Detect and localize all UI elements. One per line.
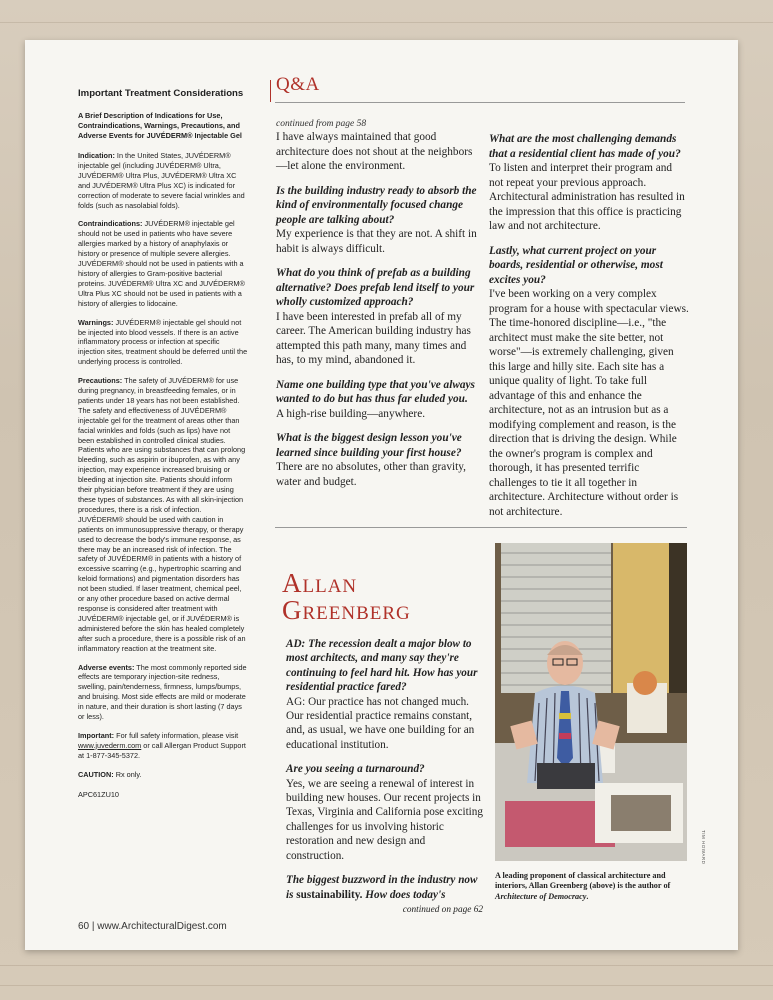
- qa-column-1: [276, 118, 481, 499]
- name-first: Allan: [282, 568, 358, 598]
- answer-text: There are no absolutes, other than gravity, water and budget.: [276, 461, 466, 488]
- answer-text: Yes, we are seeing a renewal of interest in building new houses. Our recent projects in Texas, Virginia and California pose exciting challenges for us involving historic restoration and new design and construction.: [286, 777, 483, 862]
- warnings-paragraph: Warnings: JUVÉDERM® injectable gel should not be injected into blood vessels. If there is an active inflammatory process or infection at specific injection sites, treatment should be deferred until the underlying process is controlled.: [78, 317, 248, 367]
- page-footer: 60 | www.ArchitecturalDigest.com: [78, 921, 227, 932]
- question-text: What do you think of prefab as a building alternative? Does prefab lend itself to your wholly customized approach?: [276, 267, 475, 308]
- name-last: Greenberg: [282, 595, 411, 625]
- answer-text: To listen and interpret their program and not repeat your previous approach. Architectural administration has resulted in the impression that this office is practicing law and not architecture.: [489, 162, 685, 232]
- question-text: Are you seeing a turnaround?: [286, 763, 425, 776]
- continued-on: continued on page 62: [402, 904, 483, 915]
- continued-from: continued from page 58: [276, 119, 367, 129]
- question-text: What is the biggest design lesson you've learned since building your first house?: [276, 432, 462, 459]
- adverse-events-paragraph: Adverse events: The most commonly reported side effects are temporary injection-site redness, swelling, pain/tenderness, firmness, lumps/bumps, and bruising. Most side effects are mild or moderate in nature, and their duration is short lasting (7 days or less).: [78, 662, 247, 722]
- photo-caption: A leading proponent of classical architecture and interiors, Allan Greenberg (above) is the author of Architecture of Democracy.: [495, 871, 671, 901]
- section-divider: [275, 527, 687, 528]
- sidebar-title: Important Treatment Considerations: [78, 88, 244, 99]
- qa-accent-rule: [270, 80, 271, 102]
- answer-text: I've been working on a very complex program for a house with spectacular views. The time-honored discipline—i.e., "the architect must make the site better, not worse"—is extremely challenging, given this large and hilly site. Each site has a unique quality of light. To take full advantage of this and enhance the architecture, not as an intrusion but as a modifying complement and reason, is the direction that is driving the design. While the owner's program is complex and thorough, it has presented terrific challenges to tie it all together in architecture. Architecture without order is not architecture.: [489, 288, 689, 518]
- portrait-photo: [495, 543, 687, 861]
- safety-sidebar: [78, 88, 248, 799]
- answer-text: I have been interested in prefab all of my career. The American building industry has attempted this path many, many times and has, to my mind, abandoned it.: [276, 310, 471, 366]
- question-text: Name one building type that you've always wanted to do but has thus far eluded you.: [276, 378, 475, 405]
- question-text: What are the most challenging demands that a residential client has made of you?: [489, 133, 681, 160]
- answer-text: A high-rise building—anywhere.: [276, 407, 426, 420]
- profile-name: [282, 570, 411, 624]
- answer-text: My experience is that they are not. A shift in habit is always difficult.: [276, 228, 477, 255]
- indication-paragraph: Indication: In the United States, JUVÉDERM® injectable gel (including JUVÉDERM® Ultra, JUVÉDERM® Ultra Plus, JUVÉDERM® Ultra XC and JUVÉDERM® Ultra Plus XC) is indicated for correction of moderate to severe facial wrinkles and folds (such as nasolabial folds).: [78, 151, 245, 210]
- ad-code: APC61ZU10: [78, 789, 119, 799]
- precautions-paragraph: Precautions: The safety of JUVÉDERM® for use during pregnancy, in breastfeeding females, or in patients under 18 years has not been established. The safety and effectiveness of JUVÉDERM® injectable gel for the treatment of areas other than facial wrinkles and folds (such as lips) have not been established in controlled clinical studies. Patients who are using substances that can prolong bleeding, such as aspirin or ibuprofen, as with any injection, may experience increased bruising or bleeding at injection site. Patients should inform their physician before treatment if they are using these types of substances. As with all skin-injection procedures, there is a risk of infection. JUVÉDERM® should be used with caution in patients on immunosuppressive therapy, or therapy used to decrease the body's immune response, as there may be an increased risk of infection. The safety of JUVÉDERM® in patients with a history of excessive scarring (e.g., hypertrophic scarring and keloid formations) and pigmentation disorders has not been studied. If laser treatment, chemical peel, or any other procedure based on active dermal response is considered after treatment with JUVÉDERM® injectable gel, or if JUVÉDERM® is administered before the skin has healed completely after such a procedure, there is a possible risk of an inflammatory reaction at the treatment site.: [78, 376, 246, 653]
- answer-text: I have always maintained that good architecture does not shout at the neighbors—let alone the environment.: [276, 131, 473, 172]
- caution-paragraph: CAUTION: Rx only.: [78, 769, 142, 779]
- photo-credit: TIM HOWARD: [701, 830, 706, 865]
- section-label: Q&A: [276, 74, 320, 95]
- important-paragraph: Important: For full safety information, please visit www.juvederm.com or call Allergan Product Support at 1-877-345-5372.: [78, 730, 246, 760]
- answer-text: AG: Our practice has not changed much. Our residential practice remains constant, and, as usual, we have one building for an educational institution.: [286, 695, 475, 751]
- contraindications-paragraph: Contraindications: JUVÉDERM® injectable gel should not be used in patients who have severe allergies marked by a history of anaphylaxis or history or presence of multiple severe allergies. JUVÉDERM® should not be used in patients with a history of allergies to Gram-positive bacterial proteins. JUVÉDERM® Ultra XC and JUVÉDERM® Ultra Plus XC should not be used in patients with a history of allergies to lidocaine.: [78, 219, 245, 308]
- sidebar-intro: A Brief Description of Indications for Use, Contraindications, Warnings, Precautions, and Adverse Events for JUVÉDERM® Injectable Gel: [78, 111, 242, 140]
- question-text: The biggest buzzword in the industry now is sustainability. How does today's: [286, 874, 478, 901]
- question-text: Is the building industry ready to absorb the kind of environmentally focused change people are talking about?: [276, 184, 477, 226]
- question-text: AD: The recession dealt a major blow to most architects, and many say they're continuing to feel hard hit. How has your residential practice fared?: [286, 638, 478, 694]
- interview-column: [286, 637, 483, 915]
- qa-column-2: [489, 132, 689, 529]
- question-text: Lastly, what current project on your boards, residential or otherwise, most excites you?: [489, 244, 663, 286]
- header-rule: [275, 102, 685, 103]
- juvederm-link[interactable]: www.juvederm.com: [78, 740, 142, 750]
- portrait-illustration: [495, 543, 687, 861]
